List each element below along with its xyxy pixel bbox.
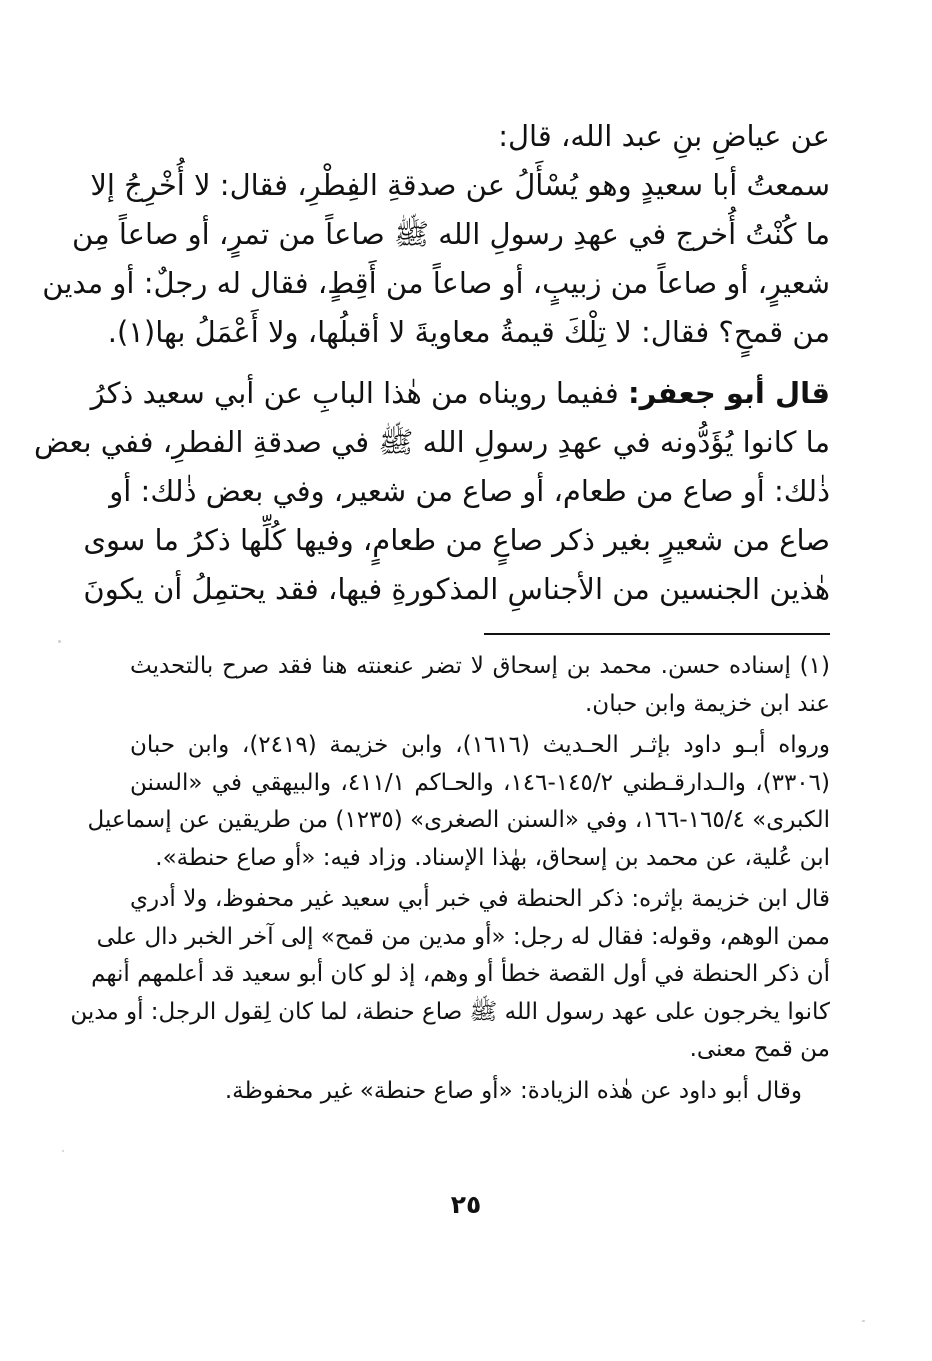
main-line: ما كُنْتُ أُخرج في عهدِ رسولِ الله ﷺ صاعاً من تمرٍ، أو صاعاً مِن [72,217,830,251]
footnote-line: الكبرى» ١٦٥/٤-١٦٦، وفي «السنن الصغرى» (١٢٣٥) من طريقين عن إسماعيل [87,807,830,833]
footnote-line: أن ذكر الحنطة في أول القصة خطأ أو وهم، إذ لو كان أبو سعيد قد أعلمهم أنهم [91,961,830,987]
footnote-line: (٣٣٠٦)، والـدارقـطني ١٤٥/٢-١٤٦، والحـاكم ٤١١/١، والبيهقي في «السنن [130,769,830,796]
footnote-3 [70,881,830,1069]
footnote-line: من قمح معنى. [689,1036,830,1062]
main-line: صاع من شعيرٍ بغير ذكر صاعٍ من طعامٍ، وفيها كُلِّها ذكرُ ما سوى [83,523,830,557]
main-line: شعيرٍ، أو صاعاً من زبيبٍ، أو صاعاً من أَقِطٍ، فقال له رجلٌ: أو مدين [42,266,830,300]
main-line-rest: ففيما رويناه من هٰذا البابِ عن أبي سعيد ذكرُ [90,376,628,410]
footnote-line: (١) إسناده حسن. محمد بن إسحاق لا تضر عنعنته هنا فقد صرح بالتحديث [130,653,830,679]
footnote-line: عند ابن خزيمة وابن حبان. [585,690,830,717]
main-line: ما كانوا يُؤَدُّونه في عهدِ رسولِ الله ﷺ في صدقةِ الفطرِ، ففي بعض [34,425,830,459]
footnote-line: وقال أبو داود عن هٰذه الزيادة: «أو صاع حنطة» غير محفوظة. [224,1077,802,1104]
speaker-lead: قال أبو جعفر: [627,376,830,410]
main-line: من قمحٍ؟ فقال: لا تِلْكَ قيمةُ معاويةَ لا أقبلُها، ولا أَعْمَلُ بها(١). [107,315,830,349]
main-line: سمعتُ أبا سعيدٍ وهو يُسْأَلُ عن صدقةِ الفِطْرِ، فقال: لا أُخْرِجُ إلا [90,168,830,202]
main-paragraph-1 [42,112,830,357]
footnote-line: ابن عُلية، عن محمد بن إسحاق، بهٰذا الإسناد. وزاد فيه: «أو صاع حنطة». [155,844,830,871]
scan-speck [62,1150,64,1152]
paragraph-gap [130,357,830,369]
footnote-line: ممن الوهم، وقوله: فقال له رجل: «أو مدين من قمح» إلى آخر الخبر دال على [96,923,830,950]
footnotes-section [70,648,831,1110]
main-line [90,369,830,418]
footnote-1 [130,648,830,723]
footnote-line: قال ابن خزيمة بإثره: ذكر الحنطة في خبر أبي سعيد غير محفوظ، ولا أدري [130,886,830,912]
footnote-separator [484,633,830,635]
scan-speck [862,1320,865,1322]
main-line: هٰذين الجنسين من الأجناسِ المذكورةِ فيها، فقد يحتمِلُ أن يكونَ [83,572,830,606]
main-paragraph-2 [34,369,830,614]
page-number: ٢٥ [450,1190,482,1219]
main-text-body [34,112,830,614]
main-line: ذٰلك: أو صاع من طعام، أو صاع من شعير، وفي بعض ذٰلك: أو [109,474,830,508]
footnote-line: ورواه أبـو داود بإثـر الحـديث (١٦١٦)، وابن خزيمة (٢٤١٩)، وابن حبان [130,732,831,758]
footnote-2 [87,727,831,877]
footnote-4 [130,1073,830,1111]
main-line: عن عياضِ بنِ عبد الله، قال: [498,119,830,153]
scan-speck [58,640,61,643]
footnote-line: كانوا يخرجون على عهد رسول الله ﷺ صاع حنطة، لما كان لِقول الرجل: أو مدين [70,998,830,1025]
